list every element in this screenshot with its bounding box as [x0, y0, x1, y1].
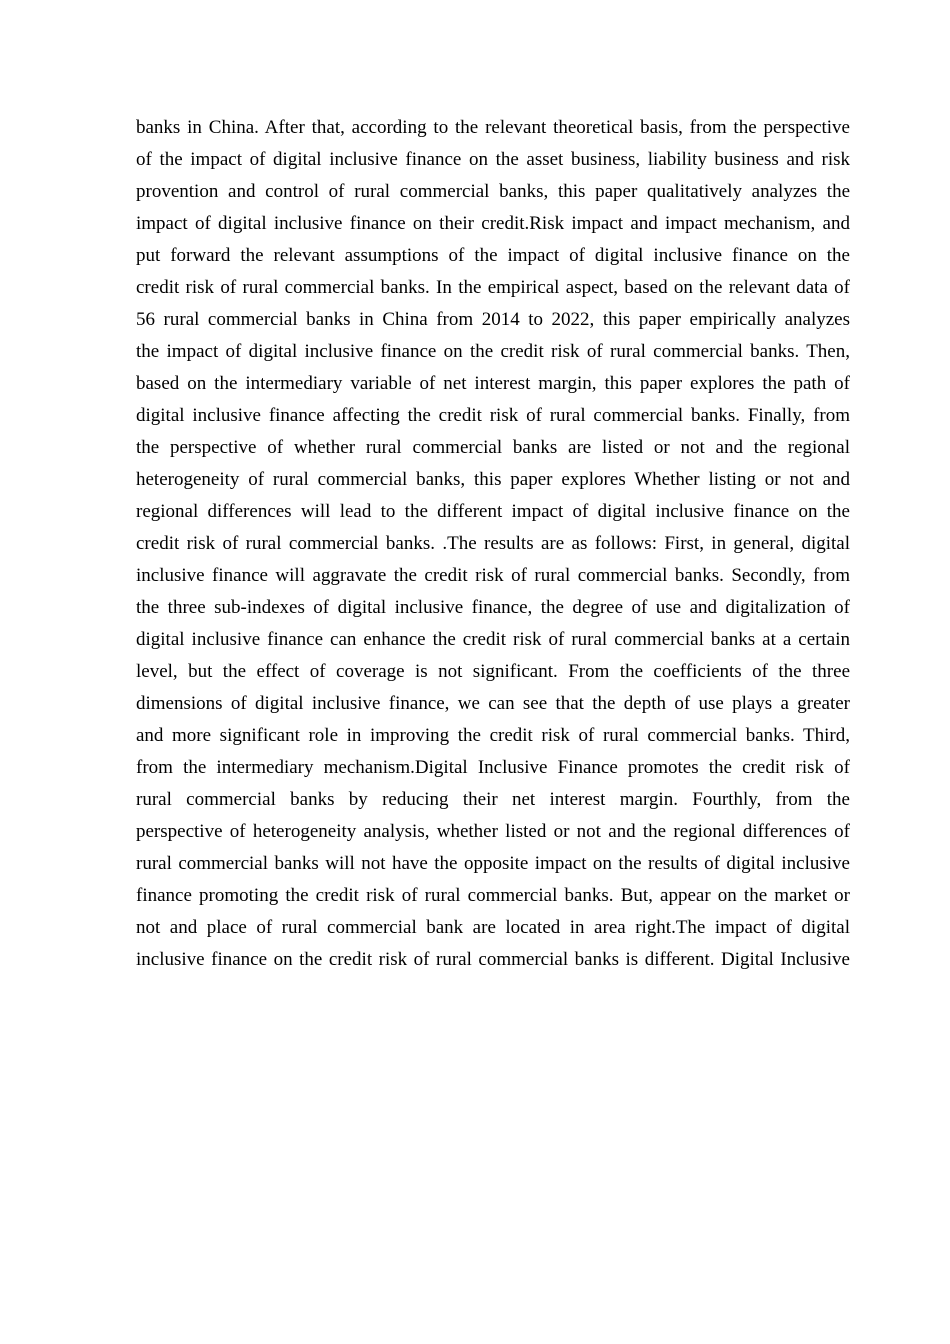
- abstract-body-text: banks in China. After that, according to the relevant theoretical basis, from the perspective of the impact of digital inclusive finance on the asset business, liability business and risk provention and control of rural commercial banks, this paper qualitatively analyzes the impact of digital inclusive finance on their credit.Risk impact and impact mechanism, and put forward the relevant assumptions of the impact of digital inclusive finance on the credit risk of rural commercial banks. In the empirical aspect, based on the relevant data of 56 rural commercial banks in China from 2014 to 2022, this paper empirically analyzes the impact of digital inclusive finance on the credit risk of rural commercial banks. Then, based on the intermediary variable of net interest margin, this paper explores the path of digital inclusive finance affecting the credit risk of rural commercial banks. Finally, from the perspective of whether rural commercial banks are listed or not and the regional heterogeneity of rural commercial banks, this paper explores Whether listing or not and regional differences will lead to the different impact of digital inclusive finance on the credit risk of rural commercial banks. .The results are as follows: First, in general, digital inclusive finance will aggravate the credit risk of rural commercial banks. Secondly, from the three sub-indexes of digital inclusive finance, the degree of use and digitalization of digital inclusive finance can enhance the credit risk of rural commercial banks at a certain level, but the effect of coverage is not significant. From the coefficients of the three dimensions of digital inclusive finance, we can see that the depth of use plays a greater and more significant role in improving the credit risk of rural commercial banks. Third, from the intermediary mechanism.Digital Inclusive Finance promotes the credit risk of rural commercial banks by reducing their net interest margin. Fourthly, from the perspective of heterogeneity analysis, whether listed or not and the regional differences of rural commercial banks will not have the opposite impact on the results of digital inclusive finance promoting the credit risk of rural commercial banks. But, appear on the market or not and place of rural commercial bank are located in area right.The impact of digital inclusive finance on the credit risk of rural commercial banks is different. Digital Inclusive: [136, 117, 850, 970]
